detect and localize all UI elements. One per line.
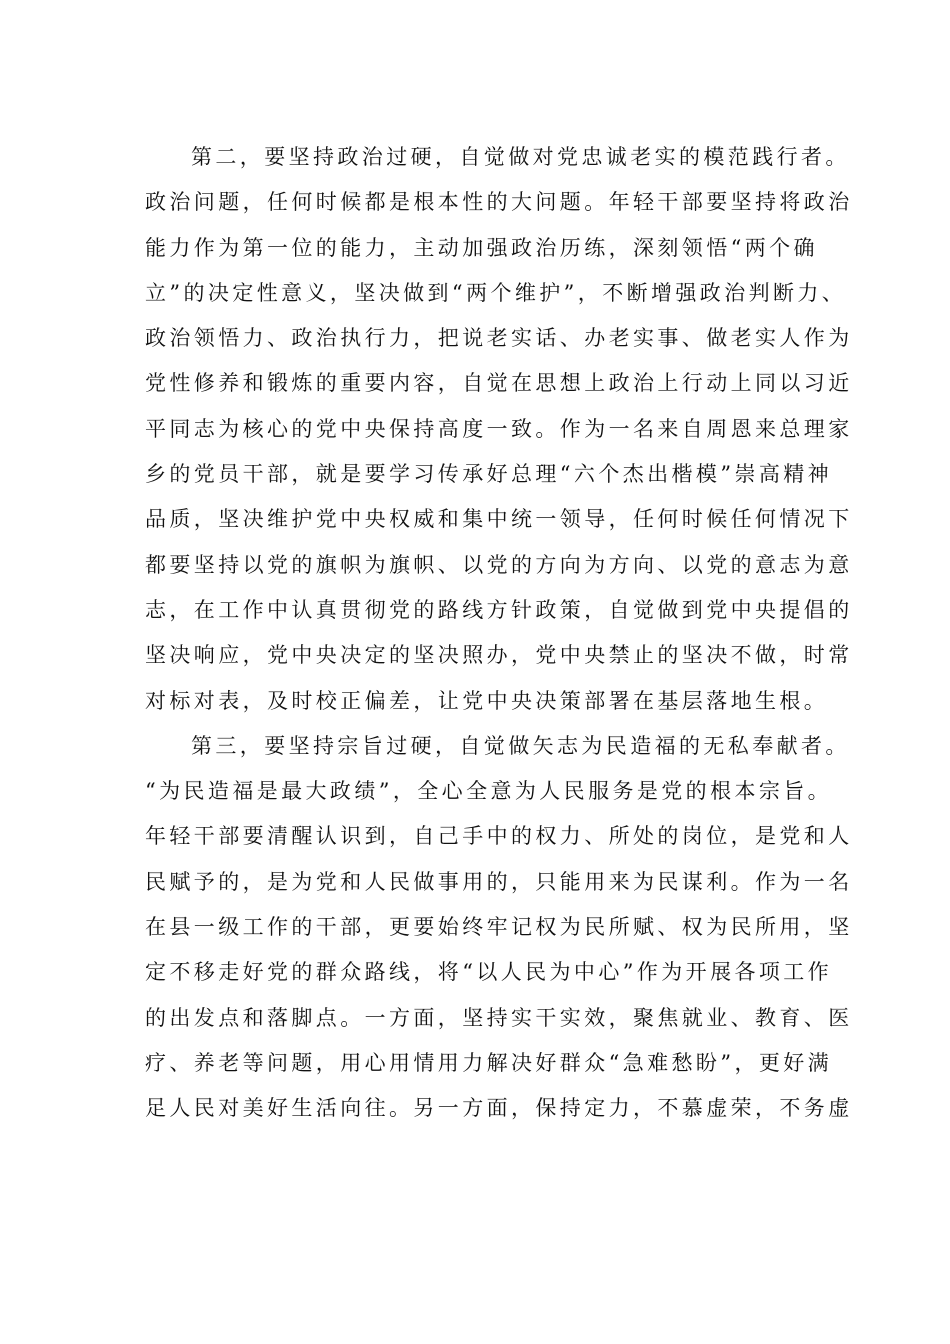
text-line: 第二，要坚持政治过硬，自觉做对党忠诚老实的模范践行者。 (191, 145, 850, 169)
text-line: 政治领悟力、政治执行力，把说老实话、办老实事、做老实人作为 (145, 326, 853, 351)
text-line: 疗、养老等问题，用心用情用力解决好群众“急难愁盼”，更好满 (145, 1050, 833, 1075)
text-line: 足人民对美好生活向往。另一方面，保持定力，不慕虚荣，不务虚 (145, 1096, 853, 1121)
text-line: 第三，要坚持宗旨过硬，自觉做矢志为民造福的无私奉献者。 (191, 733, 850, 758)
paragraph (145, 135, 853, 724)
text-line: 志，在工作中认真贯彻党的路线方针政策，自觉做到党中央提倡的 (145, 597, 853, 622)
text-line: 平同志为核心的党中央保持高度一致。作为一名来自周恩来总理家 (145, 416, 853, 441)
text-line: 的出发点和落脚点。一方面，坚持实干实效，聚焦就业、教育、医 (145, 1005, 853, 1030)
text-line: 对标对表，及时校正偏差，让党中央决策部署在基层落地生根。 (145, 688, 829, 713)
document-page (145, 135, 853, 1132)
text-line: 年轻干部要清醒认识到，自己手中的权力、所处的岗位，是党和人 (145, 824, 853, 849)
text-line: 立”的决定性意义，坚决做到“两个维护”，不断增强政治判断力、 (145, 280, 847, 305)
text-line: 在县一级工作的干部，更要始终牢记权为民所赋、权为民所用，坚 (145, 915, 853, 940)
text-line: 党性修养和锻炼的重要内容，自觉在思想上政治上行动上同以习近 (145, 371, 853, 396)
text-line: 品质，坚决维护党中央权威和集中统一领导，任何时候任何情况下 (145, 507, 853, 532)
paragraph (145, 724, 853, 1132)
text-line: 都要坚持以党的旗帜为旗帜、以党的方向为方向、以党的意志为意 (145, 552, 853, 577)
text-line: “为民造福是最大政绩”，全心全意为人民服务是党的根本宗旨。 (145, 779, 833, 804)
text-line: 能力作为第一位的能力，主动加强政治历练，深刻领悟“两个确 (145, 235, 818, 260)
text-line: 民赋予的，是为党和人民做事用的，只能用来为民谋利。作为一名 (145, 869, 853, 894)
text-line: 政治问题，任何时候都是根本性的大问题。年轻干部要坚持将政治 (145, 190, 853, 215)
text-line: 乡的党员干部，就是要学习传承好总理“六个杰出楷模”崇高精神 (145, 462, 833, 487)
text-line: 定不移走好党的群众路线，将“以人民为中心”作为开展各项工作 (145, 960, 833, 985)
text-line: 坚决响应，党中央决定的坚决照办，党中央禁止的坚决不做，时常 (145, 643, 853, 668)
